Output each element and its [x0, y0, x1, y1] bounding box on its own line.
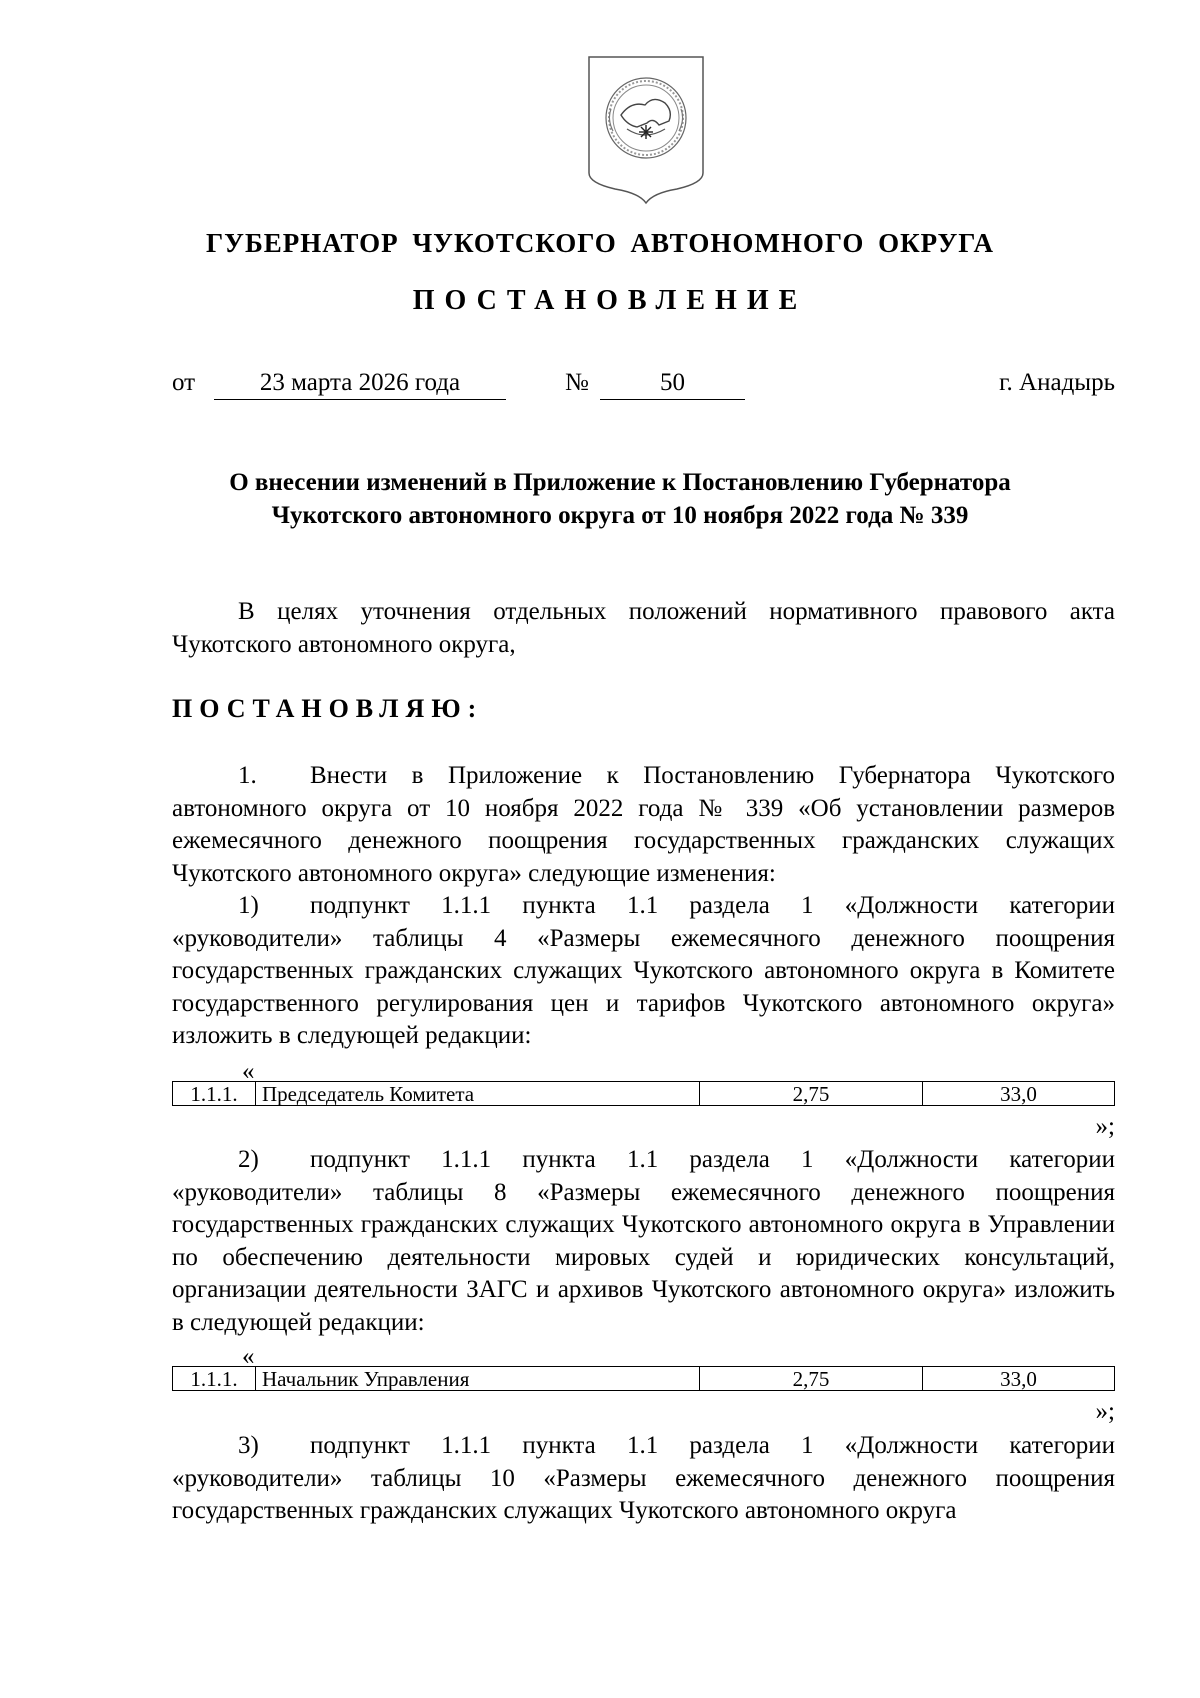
date-from-label: от — [172, 369, 196, 396]
table-row — [173, 1367, 1115, 1391]
position-name: Начальник Управления — [256, 1367, 700, 1391]
item-1-text: Внести в Приложение к Постановлению Губернатора Чукотского автономного округа от 10 ноября 2022 года № 339 «Об установлении размеров ежемесячного денежного поощрения государственных гражданских служащих Чукотского автономного округа» следующие изменения: — [172, 762, 1115, 887]
subitem-2-number: 2) — [238, 1146, 259, 1173]
quote-close: »; — [1095, 1113, 1115, 1140]
decree-word: ПОСТАНОВЛЯЮ: — [172, 694, 484, 723]
preamble-text: В целях уточнения отдельных положений нормативного правового акта Чукотского автономного округа, — [172, 598, 1115, 658]
subitem-1-number: 1) — [238, 892, 259, 919]
number-label: № — [565, 369, 589, 396]
subitem-3-text: подпункт 1.1.1 пункта 1.1 раздела 1 «Должности категории «руководители» таблицы 10 «Размеры ежемесячного денежного поощрения государственных гражданских служащих Чукотского автономного округа — [172, 1432, 1115, 1524]
subitem-3-number: 3) — [238, 1432, 259, 1459]
subitem-1-text: подпункт 1.1.1 пункта 1.1 раздела 1 «Должности категории «руководители» таблицы 4 «Размеры ежемесячного денежного поощрения государственных гражданских служащих Чукотского автономного округа в Комитете государственного регулирования цен и тарифов Чукотского автономного округа» изложить в следующей редакции: — [172, 892, 1115, 1049]
issuer-title: ГУБЕРНАТОР ЧУКОТСКОГО АВТОНОМНОГО ОКРУГА — [205, 228, 995, 258]
quote-close: »; — [1095, 1398, 1115, 1425]
row-number: 1.1.1. — [173, 1082, 256, 1106]
document-title — [150, 466, 1090, 532]
row-number: 1.1.1. — [173, 1367, 256, 1391]
amendment-table-2 — [172, 1366, 1115, 1391]
annual-value: 33,0 — [923, 1367, 1115, 1391]
annual-value: 33,0 — [923, 1082, 1115, 1106]
document-type: ПОСТАНОВЛЕНИЕ — [412, 285, 808, 316]
coefficient-value: 2,75 — [700, 1367, 923, 1391]
quote-open: « — [242, 1058, 255, 1085]
position-name: Председатель Комитета — [256, 1082, 700, 1106]
quote-open: « — [242, 1343, 255, 1370]
title-line-2: Чукотского автономного округа от 10 ноября 2022 года № 339 — [271, 502, 969, 529]
preamble — [172, 596, 1115, 661]
item-1-number: 1. — [238, 762, 257, 789]
title-line-1: О внесении изменений в Приложение к Постановлению Губернатора — [229, 469, 1011, 496]
subitem-2 — [172, 1144, 1115, 1339]
coefficient-value: 2,75 — [700, 1082, 923, 1106]
item-1 — [172, 760, 1115, 890]
document-number: 50 — [600, 368, 745, 400]
document-city: г. Анадырь — [999, 369, 1115, 396]
subitem-3 — [172, 1430, 1115, 1528]
document-date: 23 марта 2026 года — [214, 368, 506, 400]
subitem-1 — [172, 890, 1115, 1053]
coat-of-arms-icon — [587, 55, 705, 205]
amendment-table-1 — [172, 1081, 1115, 1106]
subitem-2-text: подпункт 1.1.1 пункта 1.1 раздела 1 «Должности категории «руководители» таблицы 8 «Размеры ежемесячного денежного поощрения государственных гражданских служащих Чукотского автономного округа в Управлении по обеспечению деятельности мировых судей и юридических консультаций, организации деятельности ЗАГС и архивов Чукотского автономного округа» изложить в следующей редакции: — [172, 1146, 1115, 1336]
table-row — [173, 1082, 1115, 1106]
